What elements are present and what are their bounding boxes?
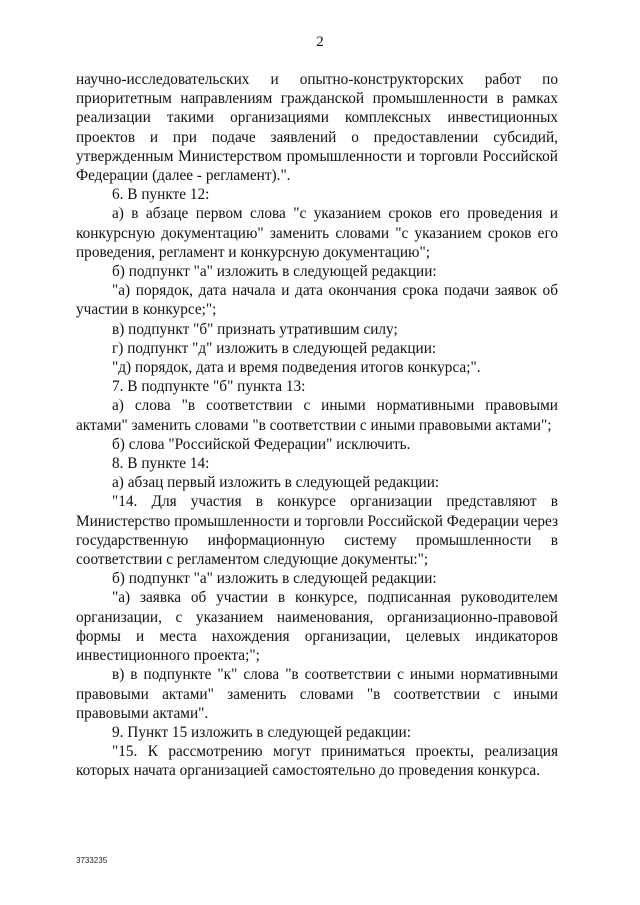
paragraph-3: а) в абзаце первом слова "с указанием сроков его проведения и конкурсную документацию" заменить словами "с указанием сроков его проведения, регламент и конкурсную документацию"; — [76, 205, 558, 261]
paragraph-11: б) слова "Российской Федерации" исключить. — [112, 435, 411, 453]
paragraph-1: научно-исследовательских и опытно-конструкторских работ по приоритетным направлениям гражданской промышленности в рамках реализации такими организациями комплексных инвестиционных проектов и при подаче заявлений о предоставлении субсидий, утвержденным Министерством промышленности и торговли Российской Федерации (далее - регламент).". — [76, 71, 558, 185]
paragraph-2: 6. В пункте 12: — [112, 186, 210, 204]
paragraph-4: б) подпункт "а" изложить в следующей редакции: — [112, 263, 437, 281]
paragraph-18: 9. Пункт 15 изложить в следующей редакции: — [112, 723, 411, 741]
paragraph-10: а) слова "в соответствии с иными нормативными правовыми актами" заменить словами "в соответствии с иными правовыми актами"; — [76, 397, 558, 434]
paragraph-7: г) подпункт "д" изложить в следующей редакции: — [112, 339, 437, 357]
paragraph-12: 8. В пункте 14: — [112, 455, 210, 473]
paragraph-16: "а) заявка об участии в конкурсе, подписанная руководителем организации, с указанием наименования, организационно-правовой формы и места нахождения организации, целевых индикаторов инвестиционного проекта;"; — [76, 589, 558, 665]
paragraph-6: в) подпункт "б" признать утратившим силу; — [112, 320, 398, 338]
paragraph-15: б) подпункт "а" изложить в следующей редакции: — [112, 570, 437, 588]
document-code: 3733235 — [76, 856, 108, 865]
paragraph-5: "а) порядок, дата начала и дата окончания срока подачи заявок об участии в конкурсе;"; — [76, 282, 558, 319]
paragraph-19: "15. К рассмотрению могут приниматься проекты, реализация которых начата организацией самостоятельно до проведения конкурса. — [76, 743, 558, 780]
paragraph-9: 7. В подпункте "б" пункта 13: — [112, 378, 306, 396]
document-body — [76, 70, 558, 781]
page-number: 2 — [316, 34, 324, 50]
paragraph-8: "д) порядок, дата и время подведения итогов конкурса;". — [112, 359, 481, 377]
paragraph-17: в) в подпункте "к" слова "в соответствии с иными нормативными правовыми актами" заменить словами "в соответствии с иными правовыми актами". — [76, 666, 558, 722]
paragraph-13: а) абзац первый изложить в следующей редакции: — [112, 474, 440, 492]
paragraph-14: "14. Для участия в конкурсе организации представляют в Министерство промышленности и торговли Российской Федерации через государственную информационную систему промышленности в соответствии с регламентом следующие документы:"; — [76, 493, 558, 569]
